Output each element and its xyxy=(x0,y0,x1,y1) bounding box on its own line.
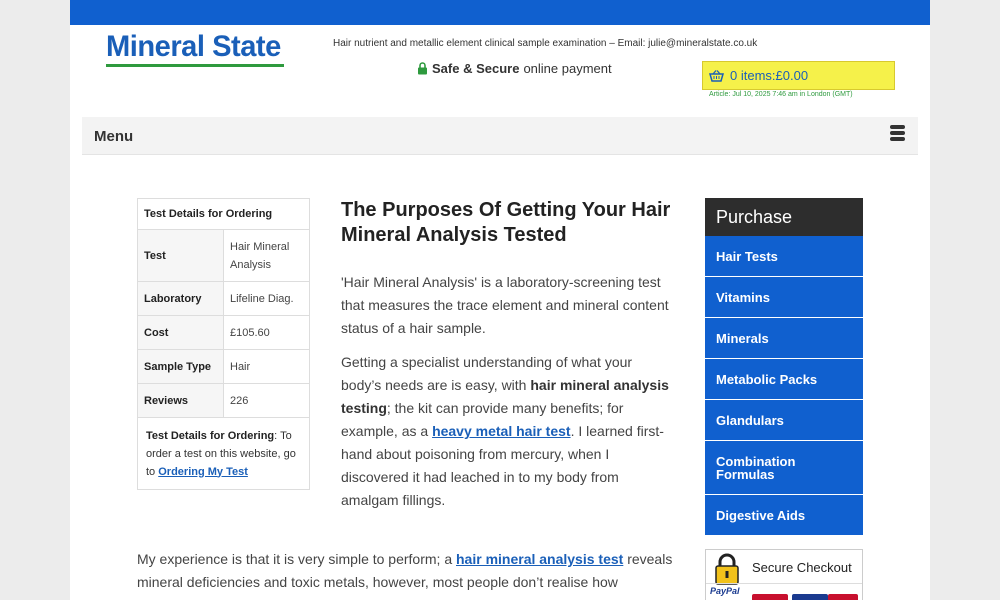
basket-icon xyxy=(709,70,724,82)
article-paragraph: My experience is that it is very simple to perform; a hair mineral analysis test reveals mineral deficiencies and toxic metals, however, most people don’t realise how xyxy=(137,551,673,590)
secure-checkout-badge xyxy=(705,549,863,600)
menu-bar[interactable] xyxy=(82,117,918,155)
heavy-metal-hair-test-link[interactable]: heavy metal hair test xyxy=(432,423,571,439)
row-value: £105.60 xyxy=(224,316,310,350)
page xyxy=(70,0,930,600)
row-key: Sample Type xyxy=(138,350,224,384)
site-tagline: Hair nutrient and metallic element clinical sample examination – Email: julie@mineralstate.co.uk xyxy=(333,38,758,49)
sidebar-item-hair-tests[interactable]: Hair Tests xyxy=(705,236,863,277)
sidebar-item-vitamins[interactable]: Vitamins xyxy=(705,277,863,318)
secure-checkout-label: Secure Checkout xyxy=(752,560,852,575)
row-value: Hair xyxy=(224,350,310,384)
table-row xyxy=(138,350,310,384)
row-key: Laboratory xyxy=(138,282,224,316)
sidebar-item-combination-formulas[interactable]: Combination Formulas xyxy=(705,441,863,495)
emphasis-text: hair mineral analysis testing xyxy=(341,377,669,416)
row-value: 226 xyxy=(224,384,310,418)
top-bar xyxy=(70,0,930,25)
article-paragraph: Getting a specialist understanding of what your body’s needs are is easy, with hair mineral analysis testing; the kit can provide many benefits; for example, as a heavy metal hair test. I learned first-hand about poisoning from mercury, when I discovered it had leached in to my body from amalgam fillings. xyxy=(341,354,669,508)
article-timestamp: Article: Jul 10, 2025 7:46 am in London (GMT) xyxy=(709,91,853,98)
cart-button[interactable] xyxy=(702,61,895,90)
row-value: Lifeline Diag. xyxy=(224,282,310,316)
hamburger-icon[interactable] xyxy=(890,125,906,145)
sidebar-item-digestive-aids[interactable]: Digestive Aids xyxy=(705,495,863,536)
row-key: Cost xyxy=(138,316,224,350)
secure-payment-note xyxy=(417,61,612,76)
article-title: The Purposes Of Getting Your Hair Mineral Analysis Tested xyxy=(341,199,671,246)
payment-methods-strip xyxy=(706,583,862,600)
table-row xyxy=(138,384,310,418)
article-paragraph: 'Hair Mineral Analysis' is a laboratory-screening test that measures the trace element and mineral content status of a hair sample. xyxy=(341,274,669,336)
logo-underline xyxy=(106,64,284,67)
ordering-note xyxy=(138,418,310,490)
secure-label: Safe & Secure xyxy=(432,61,520,76)
sidebar-title: Purchase xyxy=(705,198,863,236)
ordering-note-text: : To order a test on this website, go to xyxy=(146,429,296,478)
row-value: Hair Mineral Analysis xyxy=(224,230,310,282)
cart-summary: 0 items:£0.00 xyxy=(730,68,809,83)
sidebar-item-metabolic-packs[interactable]: Metabolic Packs xyxy=(705,359,863,400)
table-row xyxy=(138,282,310,316)
site-logo[interactable] xyxy=(106,30,286,67)
paypal-logo: PayPal xyxy=(710,586,740,596)
details-title: Test Details for Ordering xyxy=(138,199,310,230)
row-key: Test xyxy=(138,230,224,282)
card-icon xyxy=(828,594,858,600)
test-details-table xyxy=(137,198,310,490)
secure-sub: online payment xyxy=(523,61,612,76)
padlock-icon xyxy=(714,553,740,585)
ordering-note-label: Test Details for Ordering xyxy=(146,429,275,442)
lock-icon xyxy=(417,62,428,75)
card-icon xyxy=(752,594,788,600)
hair-mineral-analysis-test-link[interactable]: hair mineral analysis test xyxy=(456,551,624,567)
row-key: Reviews xyxy=(138,384,224,418)
table-row xyxy=(138,230,310,282)
ordering-my-test-link[interactable]: Ordering My Test xyxy=(158,465,248,478)
card-icon xyxy=(792,594,828,600)
sidebar-item-glandulars[interactable]: Glandulars xyxy=(705,400,863,441)
purchase-sidebar xyxy=(705,198,863,536)
article xyxy=(341,198,673,512)
sidebar-item-minerals[interactable]: Minerals xyxy=(705,318,863,359)
menu-label: Menu xyxy=(94,128,134,145)
table-row xyxy=(138,316,310,350)
logo-text: Mineral State xyxy=(106,30,281,63)
